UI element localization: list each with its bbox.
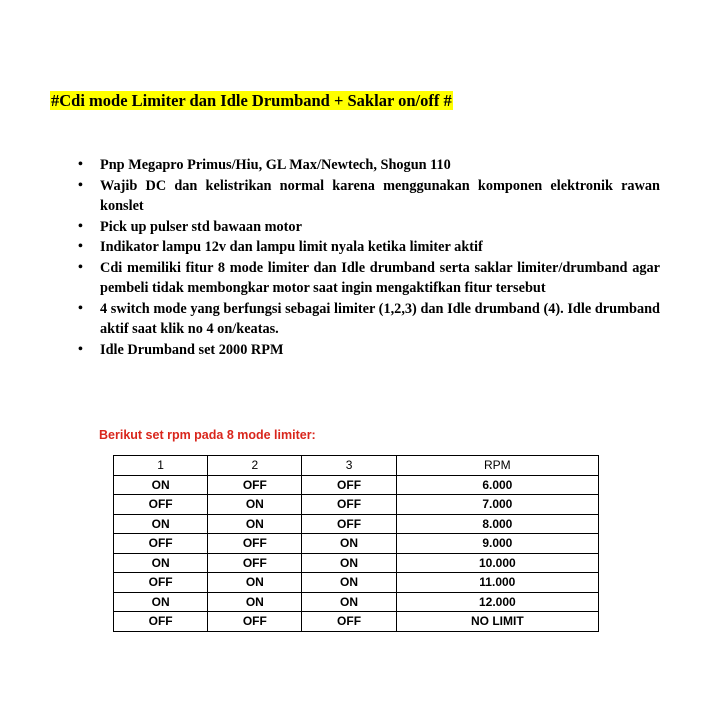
list-item-text: Cdi memiliki fitur 8 mode limiter dan Idle drumband serta saklar limiter/drumband agar pembeli tidak membongkar motor saat ingin mengaktifkan fitur tersebut [100,259,660,296]
table-cell: ON [302,553,396,573]
table-cell: OFF [302,612,396,632]
list-item-text: Wajib DC dan kelistrikan normal karena menggunakan komponen elektronik rawan konslet [100,177,660,214]
table-row [114,612,599,632]
list-item-text: 4 switch mode yang berfungsi sebagai limiter (1,2,3) dan Idle drumband (4). Idle drumband aktif saat klik no 4 on/keatas. [100,300,660,337]
table-cell: OFF [208,553,302,573]
column-header-rpm: RPM [396,456,598,476]
table-cell: 11.000 [396,573,598,593]
table-row [114,475,599,495]
list-item [78,155,660,176]
list-item-text: Pick up pulser std bawaan motor [100,218,302,235]
table-row [114,553,599,573]
table-cell: ON [208,514,302,534]
list-item-text: Indikator lampu 12v dan lampu limit nyala ketika limiter aktif [100,239,483,255]
list-item [78,176,660,217]
table-cell: ON [114,514,208,534]
column-header-switch-3: 3 [302,456,396,476]
table-cell: OFF [208,475,302,495]
column-header-switch-2: 2 [208,456,302,476]
table-cell: OFF [302,475,396,495]
table-cell: OFF [114,612,208,632]
table-cell: ON [208,592,302,612]
table-cell: ON [114,553,208,573]
table-cell: OFF [114,495,208,515]
table-cell: ON [114,475,208,495]
rpm-mode-table [113,455,599,632]
feature-list [78,155,660,360]
bullet-icon: • [78,341,83,357]
bullet-icon: • [78,218,83,234]
table-cell: OFF [208,534,302,554]
table-cell: ON [302,534,396,554]
list-item [78,217,660,238]
column-header-switch-1: 1 [114,456,208,476]
list-item-text: Idle Drumband set 2000 RPM [100,341,284,358]
bullet-icon: • [78,177,83,193]
table-cell: 8.000 [396,514,598,534]
bullet-icon: • [78,259,83,275]
table-row [114,495,599,515]
table-cell: ON [114,592,208,612]
table-cell: 7.000 [396,495,598,515]
table-header-row [114,456,599,476]
table-cell: OFF [114,573,208,593]
table-row [114,592,599,612]
table-cell: 12.000 [396,592,598,612]
document-title [50,91,453,111]
table-cell: ON [302,592,396,612]
list-item [78,237,660,258]
bullet-icon: • [78,239,83,254]
table-cell: ON [208,495,302,515]
table-cell: ON [208,573,302,593]
table-cell: 6.000 [396,475,598,495]
table-cell: 10.000 [396,553,598,573]
table-cell: ON [302,573,396,593]
table-cell: OFF [208,612,302,632]
table-caption: Berikut set rpm pada 8 mode limiter: [99,428,316,442]
table-row [114,514,599,534]
bullet-icon: • [78,157,83,172]
table-row [114,573,599,593]
table-cell: NO LIMIT [396,612,598,632]
list-item-text: Pnp Megapro Primus/Hiu, GL Max/Newtech, Shogun 110 [100,157,451,173]
table-cell: 9.000 [396,534,598,554]
list-item [78,258,660,299]
table-cell: OFF [302,514,396,534]
table-cell: OFF [114,534,208,554]
table-row [114,534,599,554]
bullet-icon: • [78,300,83,316]
list-item [78,340,660,361]
title-text: #Cdi mode Limiter dan Idle Drumband + Saklar on/off # [51,91,452,110]
table-cell: OFF [302,495,396,515]
list-item [78,299,660,340]
